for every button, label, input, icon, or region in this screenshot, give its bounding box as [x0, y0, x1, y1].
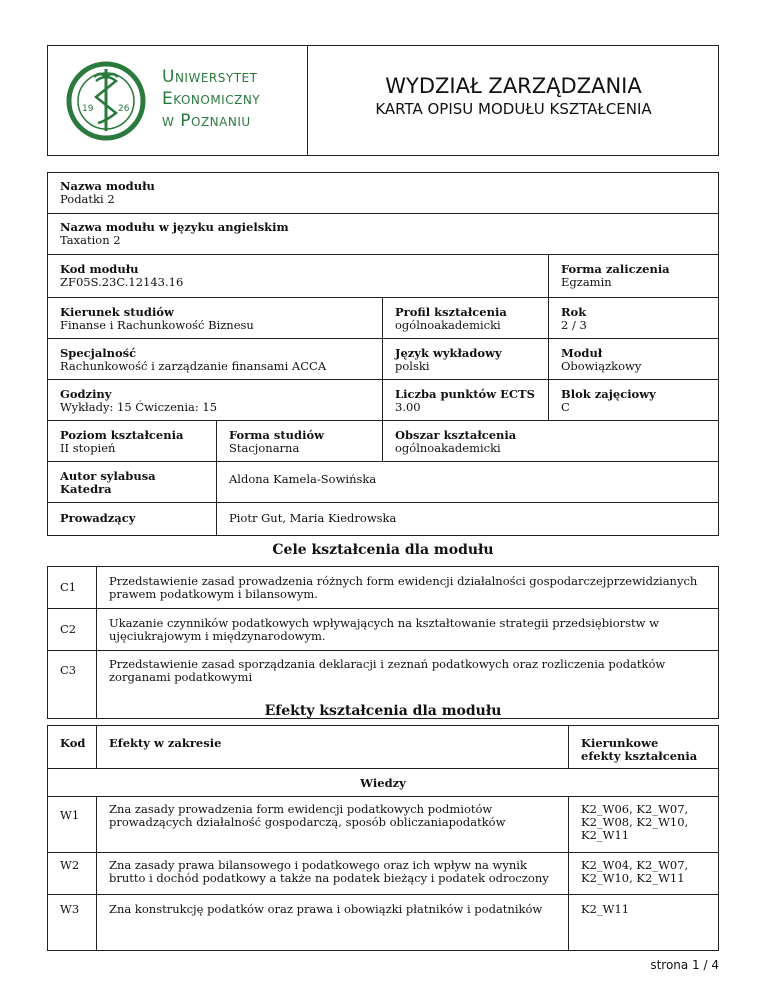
effect-directions: K2_W04, K2_W07, K2_W10, K2_W11	[581, 858, 689, 885]
author: Aldona Kamela-Sowińska	[229, 472, 377, 486]
module-name-label: Nazwa modułu	[60, 179, 155, 193]
module-code-label: Kod modułu	[60, 262, 139, 276]
hours-label: Godziny	[60, 387, 112, 401]
level-label: Poziom kształcenia	[60, 428, 184, 442]
card-subtitle: KARTA OPISU MODUŁU KSZTAŁCENIA	[375, 100, 652, 118]
university-seal-icon	[66, 61, 146, 141]
language-label: Język wykładowy	[395, 346, 502, 360]
group-header-knowledge: Wiedzy	[360, 776, 406, 790]
author-label: Autor sylabusa	[60, 469, 156, 483]
specialization: Rachunkowość i zarządzanie finansami ACCA	[60, 359, 327, 373]
goal-text: Ukazanie czynników podatkowych wpływających na kształtowanie strategii przedsiębiorstw w ujęciukrajowym i międzynarodowym.	[109, 616, 660, 643]
col-code-header: Kod	[60, 736, 86, 750]
effect-text: Zna konstrukcję podatków oraz prawa i obowiązki płatników i podatników	[109, 902, 543, 916]
module-name-en: Taxation 2	[60, 233, 121, 247]
goal-text: Przedstawienie zasad sporządzania deklaracji i zeznań podatkowych oraz rozliczenia podatków zorganami podatkowymi	[109, 657, 666, 684]
logo-line-2: Ekonomiczny	[162, 89, 261, 109]
effect-code: W1	[60, 808, 80, 822]
logo-year-left: 19	[82, 104, 94, 114]
ects-label: Liczba punktów ECTS	[395, 387, 535, 401]
effect-directions: K2_W11	[581, 902, 630, 916]
block: C	[561, 400, 570, 414]
goal-code: C3	[60, 663, 77, 677]
assessment-form-label: Forma zaliczenia	[561, 262, 670, 276]
year: 2 / 3	[561, 318, 587, 332]
university-logo	[58, 56, 298, 146]
hours: Wykłady: 15 Ćwiczenia: 15	[60, 400, 218, 414]
module-name: Podatki 2	[60, 192, 115, 206]
department-label: Katedra	[60, 482, 112, 496]
module-code: ZF05S.23C.12143.16	[60, 275, 184, 289]
module-name-en-label: Nazwa modułu w języku angielskim	[60, 220, 289, 234]
effect-directions: K2_W06, K2_W07, K2_W08, K2_W10, K2_W11	[581, 802, 689, 842]
logo-line-3: w Poznaniu	[162, 111, 251, 131]
faculty-title: WYDZIAŁ ZARZĄDZANIA	[385, 74, 642, 98]
field-of-study: Finanse i Rachunkowość Biznesu	[60, 318, 254, 332]
teachers: Piotr Gut, Maria Kiedrowska	[229, 511, 397, 525]
goal-code: C1	[60, 580, 77, 594]
logo-line-1: Uniwersytet	[162, 67, 258, 87]
page-number: strona 1 / 4	[650, 958, 719, 972]
study-form-label: Forma studiów	[229, 428, 325, 442]
effect-code: W3	[60, 902, 80, 916]
assessment-form: Egzamin	[561, 275, 612, 289]
logo-year-right: 26	[118, 104, 130, 114]
effect-text: Zna zasady prawa bilansowego i podatkowego oraz ich wpływ na wynik brutto i dochód podatkowy a także na podatek bieżący i podatek odroczony	[109, 858, 549, 885]
col-direction-header: Kierunkowe efekty kształcenia	[581, 736, 698, 763]
block-label: Blok zajęciowy	[561, 387, 656, 401]
profile: ogólnoakademicki	[395, 318, 501, 332]
goal-text: Przedstawienie zasad prowadzenia różnych form ewidencji działalności gospodarczejprzewidzianych prawem podatkowym i bilansowym.	[109, 574, 698, 601]
level: II stopień	[60, 441, 116, 455]
goals-title: Cele kształcenia dla modułu	[272, 542, 494, 558]
teacher-label: Prowadzący	[60, 511, 136, 525]
specialization-label: Specjalność	[60, 346, 137, 360]
year-label: Rok	[561, 305, 587, 319]
profile-label: Profil kształcenia	[395, 305, 507, 319]
effect-code: W2	[60, 858, 80, 872]
col-scope-header: Efekty w zakresie	[109, 736, 222, 750]
ects: 3.00	[395, 400, 421, 414]
area-label: Obszar kształcenia	[395, 428, 517, 442]
module-type: Obowiązkowy	[561, 359, 642, 373]
language: polski	[395, 359, 430, 373]
study-form: Stacjonarna	[229, 441, 300, 455]
effects-title: Efekty kształcenia dla modułu	[264, 703, 502, 719]
goal-code: C2	[60, 622, 77, 636]
area: ogólnoakademicki	[395, 441, 501, 455]
field-of-study-label: Kierunek studiów	[60, 305, 174, 319]
module-type-label: Moduł	[561, 346, 603, 360]
effect-text: Zna zasady prowadzenia form ewidencji podatkowych podmiotów prowadzących działalność gospodarczą, sposób obliczaniapodatków	[109, 802, 506, 829]
